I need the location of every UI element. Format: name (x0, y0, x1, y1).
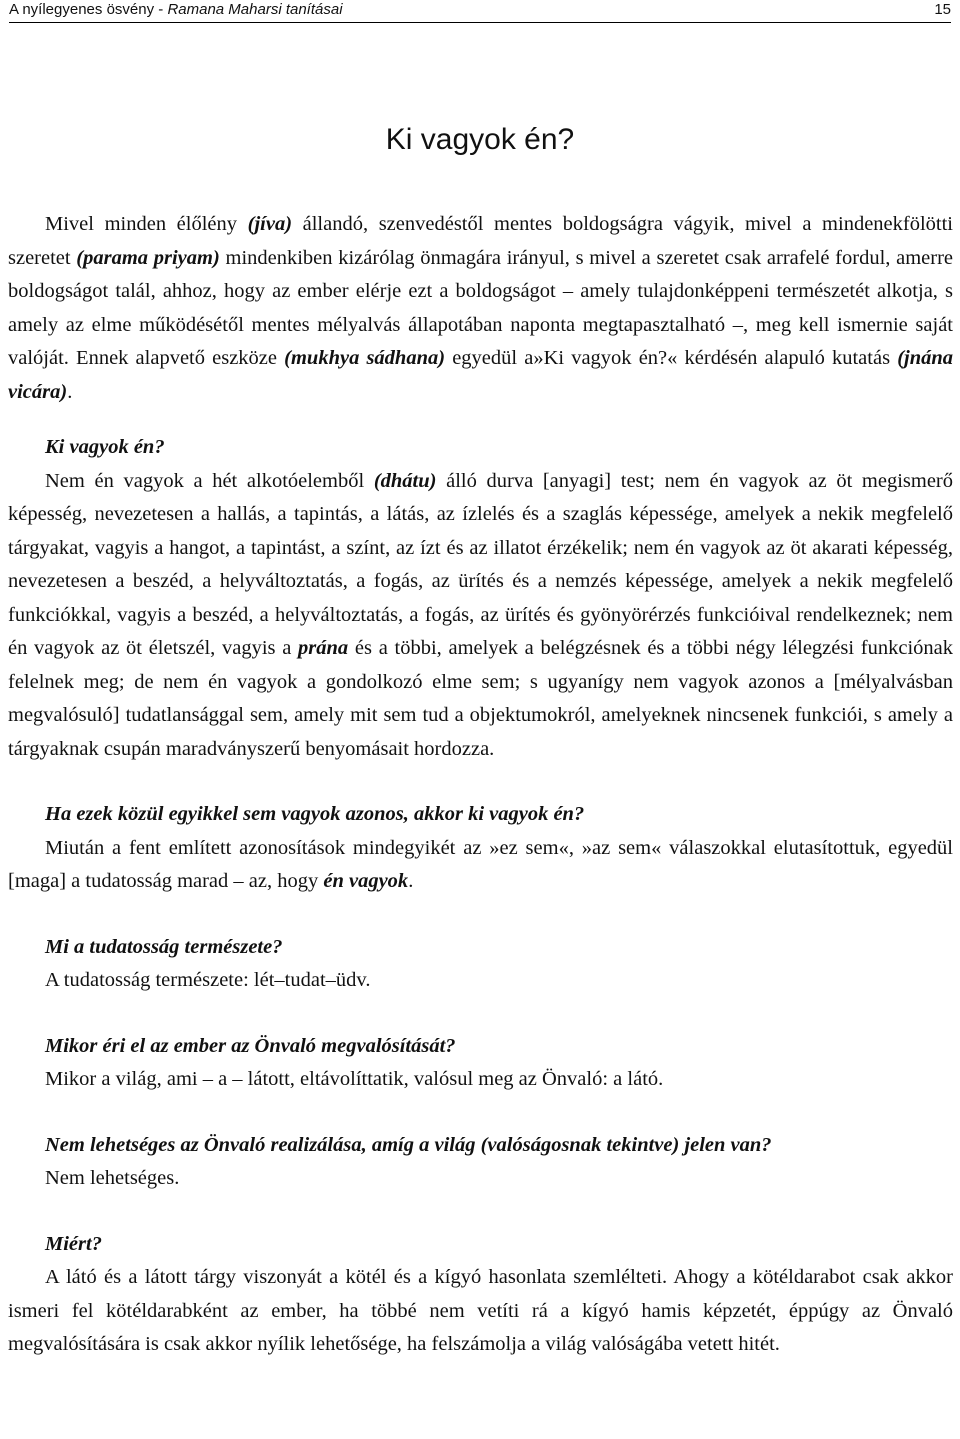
question-heading: Mi a tudatosság természete? (45, 935, 283, 958)
intro-text: Mivel minden élőlény (45, 213, 248, 235)
term-en-vagyok: én vagyok (323, 870, 409, 892)
intro-text: állandó, szenvedéstől mentes boldogságra vágyik, mivel a mindenekfölötti szeretet (8, 213, 954, 269)
answer-paragraph: A látó és a látott tárgy viszonyát a kötél és a kígyó hasonlata szemlélteti. Ahogy a kötéldarabot csak akkor ismeri fel kötéldarabként az ember, ha többé nem vetíti rá a kígyó hamis képzetét, éppúgy az Önvaló megvalósítására is csak akkor nyílik lehetősége, ha felszámolja a világ valóságába vetett hitét. (8, 1266, 953, 1355)
answer-text: és a többi, amelyek a belégzésnek és a többi négy lélegzési funkciónak felelnek meg; de nem én vagyok a gondolkozó elme sem; s ugyanígy nem vagyok azonos a [mélyalvásban megvalósuló] tudatlansággal sem, amely mit sem tud a objektumokról, amelyeknek nincsenek funkciói, s amely a tárgyaknak csupán maradványszerű benyomásait hordozza. (8, 637, 953, 760)
header-title (9, 0, 343, 20)
answer-paragraph: A tudatosság természete: lét–tudat–üdv. (45, 969, 371, 991)
page-number: 15 (934, 1, 951, 18)
answer-text: . (408, 870, 414, 892)
term-jnana-vicara: (jnána vicára) (8, 347, 954, 403)
header-title-italic: Ramana Maharsi tanításai (167, 1, 343, 18)
answer-text: álló durva [anyagi] test; nem én vagyok az öt megismerő képesség, nevezetesen a hallás, a tapintás, a látás, az ízlelés és a szaglás képessége, amelyek a nekik megfelelő tárgyakat, vagyis a hangot, a tapintást, a színt, az ízt és az illatot érzékelik; nem én vagyok az öt akarati képesség, nevezetesen a beszéd, a helyváltoztatás, a fogás, az ürítés és a nemzés képessége, amelyek a nekik megfelelő funkciókkal, vagyis a beszéd, a helyváltoztatás, a fogás, az ürítés és gyönyörérzés funkcióival rendelkeznek; nem én vagyok az öt életszél, vagyis a (8, 469, 954, 659)
term-parama-priyam: (parama priyam) (76, 246, 220, 269)
term-dhatu: (dhátu) (373, 469, 437, 492)
intro-text: mindenkiben kizárólag önmagára irányul, s mivel a szeretet csak arrafelé fordul, amerre boldogságot talál, ahhoz, hogy az ember elérje ezt a boldogságot – amely tulajdonképpeni természetét alkotja, s amely az elme működésétől mentes mélyalvás állapotában naponta megtapasztalható –, meg kell ismernie saját valóját. Ennek alapvető eszköze (8, 246, 953, 369)
term-jiva: (jíva) (247, 213, 293, 235)
question-heading: Ki vagyok én? (45, 436, 165, 458)
answer-paragraph (8, 832, 953, 899)
answer-paragraph: Nem lehetséges. (45, 1167, 180, 1189)
header-title-prefix: A nyílegyenes ösvény - (9, 1, 168, 18)
answer-paragraph: Mikor a világ, ami – a – látott, eltávolíttatik, valósul meg az Önvaló: a látó. (45, 1068, 664, 1090)
chapter-title: Ki vagyok én? (385, 123, 575, 156)
term-prana: prána (298, 637, 349, 659)
answer-text: Nem én vagyok a hét alkotóelemből (45, 469, 374, 492)
term-mukhya-sadhana: (mukhya sádhana) (284, 347, 446, 369)
question-heading: Ha ezek közül egyikkel sem vagyok azonos, akkor ki vagyok én? (45, 803, 585, 825)
question-heading: Nem lehetséges az Önvaló realizálása, amíg a világ (valóságosnak tekintve) jelen van? (45, 1133, 772, 1156)
document-body (8, 208, 953, 1362)
question-heading: Mikor éri el az ember az Önvaló megvalósítását? (45, 1034, 456, 1057)
question-heading: Miért? (45, 1232, 102, 1255)
intro-text: . (67, 380, 73, 403)
intro-paragraph (8, 208, 953, 409)
answer-paragraph (8, 465, 953, 767)
answer-text: Miután a fent említett azonosítások mindegyikét az »ez sem«, »az sem« válaszokkal elutasítottuk, egyedül [maga] a tudatosság marad – az, hogy (8, 836, 953, 892)
running-header (9, 0, 951, 23)
intro-text: egyedül a»Ki vagyok én?« kérdésén alapuló kutatás (445, 347, 898, 369)
